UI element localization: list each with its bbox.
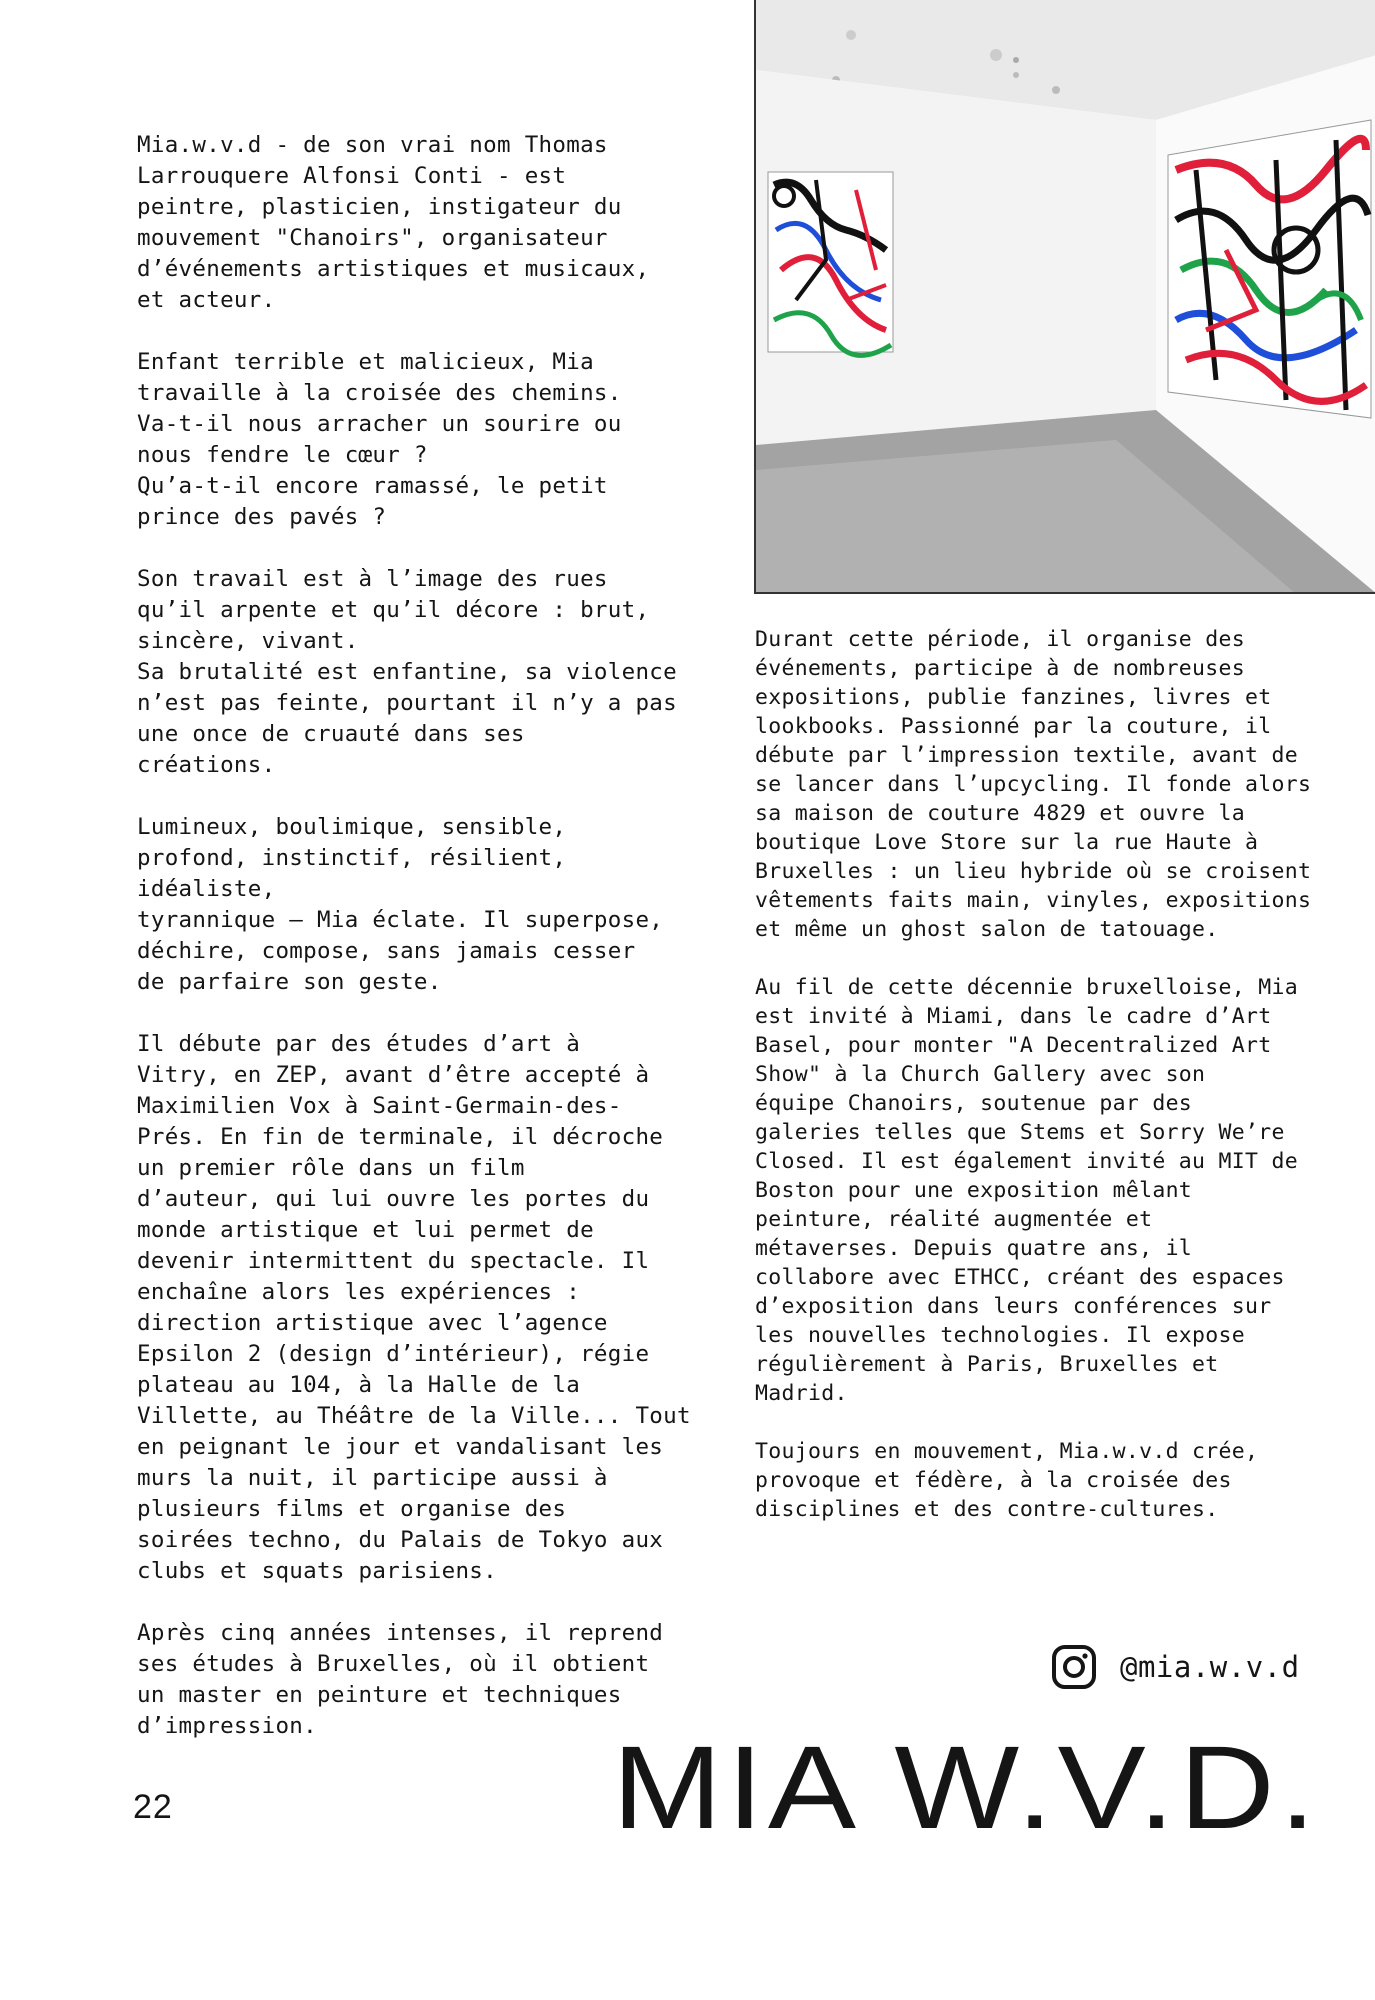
paragraph: Il débute par des études d’art à Vitry, en ZEP, avant d’être accepté à Maximilien Vox à Saint-Germain-des- Prés. En fin de terminale, il décroche un premier rôle dans un film d’auteur, qui lui ouvre les portes du monde artistique et lui permet de devenir intermittent du spectacle. Il enchaîne alors les expériences : direction artistique avec l’agence Epsilon 2 (design d’intérieur), régie plateau au 104, à la Halle de la Villette, au Théâtre de la Ville... Tout en peignant le jour et vandalisant les murs la nuit, il participe aussi à plusieurs films et organise des soirées techno, du Palais de Tokyo aux clubs et squats parisiens.: [137, 1031, 691, 1584]
gallery-photo: [754, 0, 1375, 594]
paragraph: Après cinq années intenses, il reprend ses études à Bruxelles, où il obtient un master en peinture et techniques d’impression.: [137, 1620, 664, 1739]
artist-title: MIA W.V.D.: [611, 1722, 1320, 1854]
paragraph: Lumineux, boulimique, sensible, profond, instinctif, résilient, idéaliste, tyrannique — Mia éclate. Il superpose, déchire, compose, sans jamais cesser de parfaire son geste.: [137, 814, 664, 995]
paragraph: Toujours en mouvement, Mia.w.v.d crée, provoque et fédère, à la croisée des disciplines et des contre-cultures.: [755, 1439, 1259, 1522]
left-text-column: [137, 130, 712, 1773]
paragraph: Durant cette période, il organise des événements, participe à de nombreuses expositions, publie fanzines, livres et lookbooks. Passionné par la couture, il débute par l’impression textile, avant de se lancer dans l’upcycling. Il fonde alors sa maison de couture 4829 et ouvre la boutique Love Store sur la rue Haute à Bruxelles : un lieu hybride où se croisent vêtements faits main, vinyles, expositions et même un ghost salon de tatouage.: [755, 627, 1312, 942]
paragraph: Au fil de cette décennie bruxelloise, Mia est invité à Miami, dans le cadre d’Art Basel, pour monter "A Decentralized Art Show" à la Church Gallery avec son équipe Chanoirs, soutenue par des galeries telles que Stems et Sorry We’re Closed. Il est également invité au MIT de Boston pour une exposition mêlant peinture, réalité augmentée et métaverses. Depuis quatre ans, il collabore avec ETHCC, créant des espaces d’exposition dans leurs conférences sur les nouvelles technologies. Il expose régulièrement à Paris, Bruxelles et Madrid.: [755, 975, 1299, 1406]
paragraph: Mia.w.v.d - de son vrai nom Thomas Larrouquere Alfonsi Conti - est peintre, plasticien, instigateur du mouvement "Chanoirs", organisateur d’événements artistiques et musicaux, et acteur.: [137, 132, 650, 313]
paragraph: Enfant terrible et malicieux, Mia travaille à la croisée des chemins. Va-t-il nous arracher un sourire ou nous fendre le cœur ? Qu’a-t-il encore ramassé, le petit prince des pavés ?: [137, 349, 622, 530]
instagram-handle: @mia.w.v.d: [1120, 1650, 1300, 1684]
paragraph: Son travail est à l’image des rues qu’il arpente et qu’il décore : brut, sincère, vivant. Sa brutalité est enfantine, sa violence n’est pas feinte, pourtant il n’y a pas une once de cruauté dans ses créations.: [137, 566, 677, 778]
right-text-column: [755, 625, 1340, 1553]
instagram-icon: [1050, 1643, 1098, 1691]
page-number: 22: [133, 1788, 173, 1826]
instagram-link[interactable]: [1050, 1643, 1300, 1691]
